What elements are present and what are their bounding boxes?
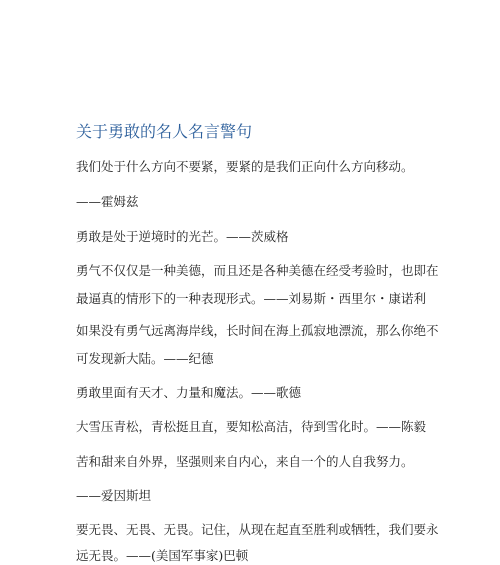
quote-line: 苦和甜来自外界，坚强则来自内心，来自一个的人自我努力。 xyxy=(76,454,414,469)
quote-line: 要无畏、无畏、无畏。记住，从现在起直至胜利或牺牲，我们要永 xyxy=(76,522,439,537)
quote-author: ——爱因斯坦 xyxy=(76,488,152,503)
quote-line: 如果没有勇气远离海岸线，长时间在海上孤寂地漂流，那么你绝不 xyxy=(76,323,439,338)
quote-line: 我们处于什么方向不要紧，要紧的是我们正向什么方向移动。 xyxy=(76,159,414,174)
quote-line: 远无畏。——(美国军事家)巴顿 xyxy=(76,548,249,563)
quote-line: 最逼真的情形下的一种表现形式。——刘易斯・西里尔・康诺利 xyxy=(76,291,427,306)
article-title: 关于勇敢的名人名言警句 xyxy=(76,122,253,141)
quote-author: ——霍姆兹 xyxy=(76,194,139,209)
quote-line: 勇敢是处于逆境时的光芒。——茨威格 xyxy=(76,229,289,244)
quote-line: 可发现新大陆。——纪德 xyxy=(76,351,214,366)
quote-line: 勇敢里面有天才、力量和魔法。——歌德 xyxy=(76,385,302,400)
quote-line: 大雪压青松，青松挺且直，要知松高洁，待到雪化时。——陈毅 xyxy=(76,419,427,434)
quote-line: 勇气不仅仅是一种美德，而且还是各种美德在经受考验时，也即在 xyxy=(76,263,439,278)
